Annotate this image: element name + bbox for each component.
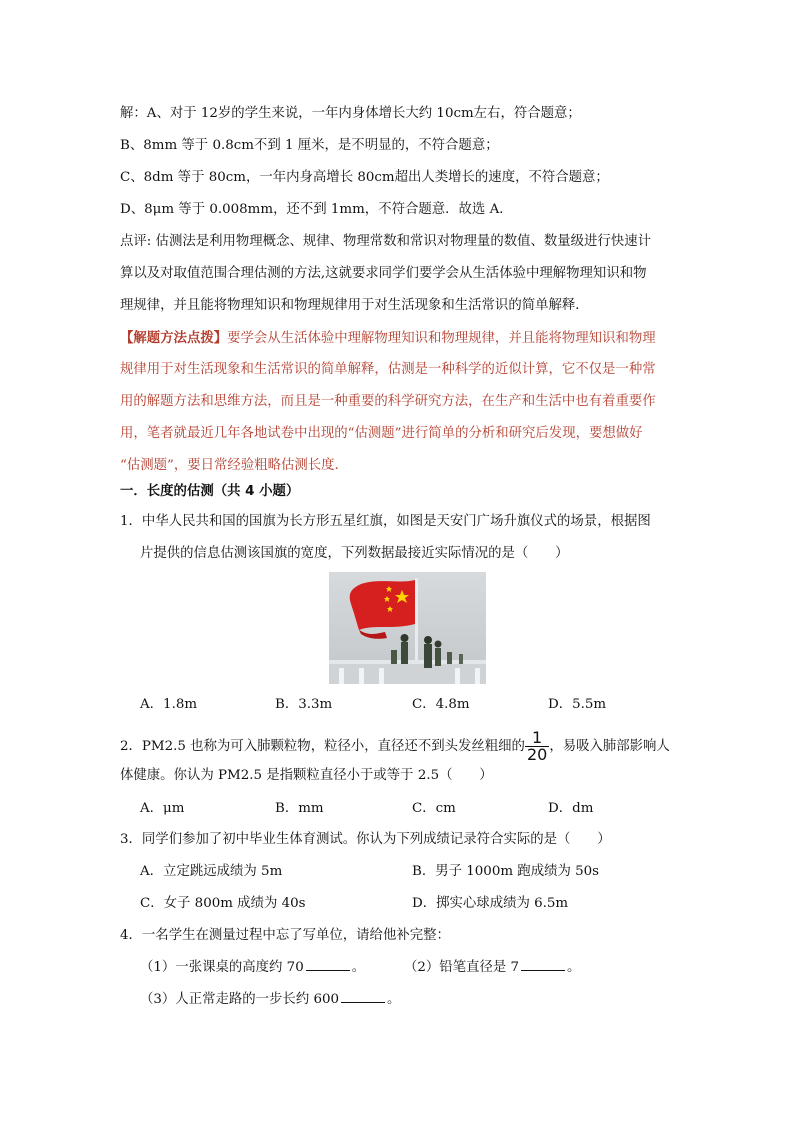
fraction-numerator: 1 — [525, 730, 549, 747]
q4-part-2-blank[interactable] — [521, 958, 565, 971]
solution-line-4: D、8μm 等于 0.008mm，还不到 1mm，不符合题意．故选 A． — [120, 202, 513, 217]
method-line-4: 用，笔者就最近几年各地试卷中出现的“估测题”进行简单的分析和研究后发现，要想做好 — [120, 426, 643, 441]
q3-option-a[interactable]: A．立定跳远成绩为 5m — [140, 864, 283, 879]
q4-part-2-end: 。 — [567, 960, 581, 975]
q2-line-1-start: 2．PM2.5 也称为可入肺颗粒物，粒径小，直径还不到头发丝粗细的 — [120, 739, 525, 754]
q3-option-b[interactable]: B．男子 1000m 跑成绩为 50s — [412, 864, 600, 879]
q1-option-c[interactable]: C．4.8m — [412, 697, 470, 712]
q1-line-1: 1．中华人民共和国的国旗为长方形五星红旗，如图是天安门广场升旗仪式的场景，根据图 — [120, 514, 651, 529]
comment-line-3: 理规律，并且能将物理知识和物理规律用于对生活现象和生活常识的简单解释． — [120, 298, 589, 313]
q2-option-c[interactable]: C．cm — [412, 801, 456, 816]
flag-ceremony-photo — [329, 572, 486, 684]
comment-line-2: 算以及对取值范围合理估测的方法,这就要求同学们要学会从生活体验中理解物理知识和物 — [120, 266, 647, 281]
q3-option-d[interactable]: D．掷实心球成绩为 6.5m — [412, 896, 569, 911]
q3-line-1: 3．同学们参加了初中毕业生体育测试。你认为下列成绩记录符合实际的是（ ） — [120, 832, 611, 847]
q2-option-d[interactable]: D．dm — [548, 801, 594, 816]
fraction-denominator: 20 — [526, 745, 548, 764]
q2-line-1 — [120, 730, 670, 763]
solution-line-2: B、8mm 等于 0.8cm不到 1 厘米，是不明显的，不符合题意； — [120, 138, 499, 153]
q4-part-1-blank[interactable] — [306, 958, 350, 971]
method-line-2: 规律用于对生活现象和生活常识的简单解释，估测是一种科学的近似计算，它不仅是一种常 — [120, 362, 656, 377]
fraction-one-twentieth — [525, 730, 549, 763]
q4-part-2 — [404, 958, 580, 978]
solution-line-1: 解：A、对于 12岁的学生来说，一年内身体增长大约 10cm左右，符合题意； — [120, 106, 581, 121]
q2-line-2: 体健康。你认为 PM2.5 是指颗粒直径小于或等于 2.5（ ） — [120, 768, 493, 783]
q4-part-1-end: 。 — [351, 960, 366, 975]
q1-option-a[interactable]: A．1.8m — [140, 697, 198, 712]
method-line-5: “估测题”，要日常经验粗略估测长度. — [120, 458, 339, 473]
q4-part-1-text: （1）一张课桌的高度约 70 — [140, 960, 304, 975]
comment-line-1: 点评: 估测法是利用物理概念、规律、物理常数和常识对物理量的数值、数量级进行快速计 — [120, 234, 651, 249]
q2-line-1-end: ，易吸入肺部影响人 — [549, 739, 670, 754]
flag-ceremony-image — [329, 572, 486, 684]
q1-option-d[interactable]: D．5.5m — [548, 697, 607, 712]
method-line-1 — [120, 328, 656, 349]
q4-part-2-text: （2）铅笔直径是 7 — [404, 960, 520, 975]
q4-line-1: 4．一名学生在测量过程中忘了写单位，请给他补完整： — [120, 928, 450, 943]
q4-part-1 — [140, 958, 365, 978]
q4-part-3-end: 。 — [387, 992, 401, 1007]
solution-line-3: C、8dm 等于 80cm，一年内身高增长 80cm超出人类增长的速度，不符合题意； — [120, 170, 609, 185]
method-bracket-label: 【解题方法点拨】 — [120, 330, 228, 346]
method-line-3: 用的解题方法和思维方法，而且是一种重要的科学研究方法，在生产和生活中也有着重要作 — [120, 394, 656, 409]
q2-option-b[interactable]: B．mm — [275, 801, 324, 816]
q1-option-b[interactable]: B．3.3m — [275, 697, 333, 712]
section-title: 一．长度的估测（共 4 小题） — [120, 484, 300, 499]
q4-part-3 — [140, 990, 400, 1010]
q3-option-c[interactable]: C．女子 800m 成绩为 40s — [140, 896, 306, 911]
method-line-1-text: 要学会从生活体验中理解物理知识和物理规律，并且能将物理知识和物理 — [227, 331, 656, 346]
q4-part-3-blank[interactable] — [341, 990, 385, 1003]
q1-line-2: 片提供的信息估测该国旗的宽度，下列数据最接近实际情况的是（ ） — [140, 546, 569, 561]
q4-part-3-text: （3）人正常走路的一步长约 600 — [140, 992, 340, 1007]
q2-option-a[interactable]: A．μm — [140, 801, 185, 816]
